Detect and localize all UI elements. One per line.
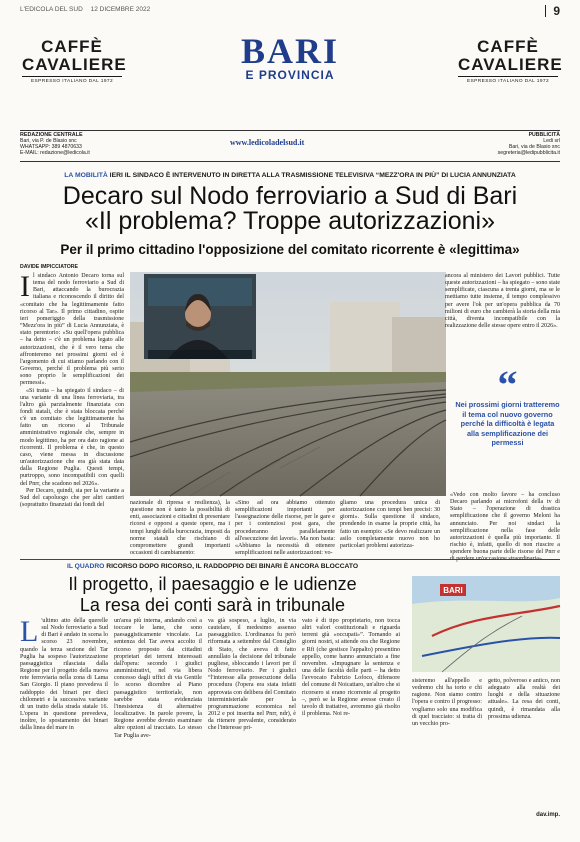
article1-kicker: LA MOBILITÀ IERI IL SINDACO È INTERVENUTO IN DIRETTA ALLA TRASMISSIONE TELEVISIVA “MEZZ'ORA IN PIÙ” DI LUCIA ANNUNZIATA [64,172,516,179]
redazione-info: REDAZIONE CENTRALE Bari, via P. de Blasio snc WHATSAPP: 389 4870633 E-MAIL: redazione@ledicola.it [20,132,90,156]
issue-date: 12 DICEMBRE 2022 [90,6,151,13]
article2-signature: dav.imp. [536,812,560,818]
map-city-label: BARI [443,586,463,595]
article1-column-4: gliamo una procedura unica di autorizzazione con tempi ben precisi: 30 giorni». Sulla questione il sindaco, prendendo in esame la proprie città, ha fatto un esempio: «Se devo realizzare un asilo completamente nuovo non ho particolari problemi autorizza- [340,500,440,549]
article1-title: Decaro sul Nodo ferroviario a Sud di Bari «Il problema? Troppe autorizzazioni» [62,182,518,235]
website-link[interactable]: www.ledicoladelsud.it [230,138,305,147]
article1-column-2: nazionale di ripresa e resilienza), la questione non è tanto la possibilità di enti, associazioni e cittadini di presentare ricorsi e opporsi a queste opere, ma i tempi lunghi della burocrazia, imposti da norme statali che rischiano di compromettere grandi importanti occasioni di cambiamento: [130,500,230,557]
divider [545,5,546,17]
contact-bar [20,130,560,162]
section-divider [20,559,560,560]
drop-cap: I [20,270,30,303]
railway-photo [130,272,446,496]
article2-column-2: un'area più interna, andando così a toccare le lame, che sono paesaggisticamente vincolate. La sentenza del Tar aveva accolto il ricorso proposto dai cittadini proprietari dei terreni interessati dall'opera: secondo i giudici amministrativi, nel via libera concesso dagli uffici di via Gentile lo scorso dicembre al Piano paesaggistico territoriale, non sarebbe stata evidenziata l'inesistenza di alternative localizzative. In parole povere, la Regione avrebbe dovuto esaminare altre opzioni al tracciato. Lo stesso Tar Puglia ave- [114,618,202,739]
article1-column-1: I l sindaco Antonio Decaro torna sul tema del nodo ferroviario a Sud di Bari, attaccando la burocrazia italiana e riconoscendo il diritto del «comitato che ha legittimamente fatto ricorso al Tar». Il primo cittadino, ospite ieri pomeriggio della trasmissione “Mezz'ora in più” di Lucia Annunziata, è stato perentorio: «Su quell'opera pubblica – ha detto – c'è un problema legato alle autorizzazioni, che è il vero tema che affronteremo nei prossimi giorni ed è l'argomento di cui stiamo parlando con il Governo, perché il problema più serio sono proprio le semplificazioni dei permessi». «Si tratta – ha spiegato il sindaco – di una variante di una linea ferroviaria, tra l'altro già parzialmente finanziata con fondi statali, che è stata bloccata perché c'è un comitato che legittimamente ha fatto un ricorso al Tribunale amministrativo regionale che, sempre in modo legittimo, ha per ora dato ragione ai ricorrenti. Il problema è che, in questo caso, viene messa in discussione un'autorizzazione che era già stata data dalla Regione Puglia. Questi tempi, purtroppo, sono incompatibili con quelli del Pnrr, che scadono nel 2026». Per Decaro, quindi, sia per la variante a Sud del capoluogo che per altri cantieri (soprattutto finanziati dai fondi del [20,270,124,508]
page-top-strip [20,6,560,20]
page-number: 9 [553,4,560,18]
section-province: E PROVINCIA [245,68,335,82]
drop-cap-2: L [20,615,39,648]
article2-column-6: getto, polveroso e antico, non adeguato alla realtà dei luoghi e della situazione attuale». La resa dei conti, quindi, è rimandata alla prossima udienza. [488,678,560,720]
advert-logo-left: CAFFÈ CAVALIERE ESPRESSO ITALIANO DAL 1972 [22,37,127,84]
article2-column-5: sisteremo all'appello e vedremo chi ha torto e chi ragione. Non siamo contro l'opera e contro il progresso: vogliamo solo una modifica di quel tracciato: si tratta di un vecchio pro- [412,678,482,727]
newspaper-name: L'EDICOLA DEL SUD [20,6,83,13]
article2-column-3: va già sospeso, a luglio, in via cautelare, il medesimo assenso paesaggistico. L'ordinanza fu però riformata a settembre dal Consiglio di Stato, che aveva di fatto annullato la decisione del tribunale pugliese, sbloccando i lavori per il Nodo ferroviario. Per i giudici “l'interesse alla prosecuzione della procedura (l'opera era stata infatti approvata con delibera del Comitato interministeriale per la programmazione economica nel 2012 e poi inserita nel Pnrr, ndr), è da ritenere prevalente, considerato che l'interesse pri- [208,618,296,732]
article2-column-4: vato è di tipo proprietario, non tocca altri valori costituzionali e riguarda terreni già «occupati»”. Tornando ai giorni nostri, si attende ora che Regione e Rfi (che gestisce l'appalto) presentino appello, come hanno annunciato a fine novembre. «Impugnare la sentenza e una delle facoltà delle parti – ha detto l'avvocato Fabrizio Lofoco, difensore del comune di Noicattaro, un'altro che si ricorsero si erano ricorrente al progetto –, però se la Regione avesse creato il tavolo di trattative, avremmo già risolto il problema. Noi re- [302,618,400,718]
pubblicita-info: PUBBLICITÀ Ledi srl Bari, via de Blasio snc segreteria@ledipubblicita.it [497,132,560,156]
pull-quote: “ Nei prossimi giorni tratteremo il tema col nuovo governo perché la difficoltà è legata alla semplificazione dei permessi [455,362,560,447]
article1-column-6-bottom: «Vedo con molto favore – ha concluso Decaro parlando ai microfoni della tv di Stato – l'operazione di drastica semplificazione che il governo Meloni ha annunciato. Per noi sindaci la semplificazione nella fase delle autorizzazioni è quella più importante. Il rischio è, infatti, quello di non riuscire a spendere buona parte delle risorse del Pnrr e [450,492,560,556]
article2-column-1: L 'ultimo atto della querelle sul Nodo ferroviario a Sud di Bari è andato in scena lo scorso 23 novembre, quando la terza sezione del Tar Puglia ha sospeso l'autorizzazione paesaggistica rilasciata dalla Regione per il progetto della nuova rete ferroviaria nella zona di Lama San Giorgio. Il piano prevedeva il raddoppio dei binari per dieci chilometri e la successiva variante di un tratto della strada statale 16. L'opera in questione prevedeva, inoltre, lo spostamento dei binari dalla linea del mare in [20,615,108,732]
quote-mark-icon: “ [497,362,518,407]
article1-column-3: «Sino ad ora abbiamo ottenuto semplificazioni importanti per l'assegnazione delle risorse, per le gare e per i contenziosi post gara, che procederanno parallelamente all'esecuzione dei lavori». Ma non basta: «Abbiamo la necessità di ottenere semplificazioni nelle autorizzazioni: vo- [235,500,335,557]
article2-kicker: IL QUADRO RICORSO DOPO RICORSO, IL RADDOPPIO DEI BINARI È ANCORA BLOCCATO [66,563,359,570]
section-city: BARI [240,31,340,71]
article2-title: Il progetto, il paesaggio e le udienze La resa dei conti sarà in tribunale [68,574,357,615]
article1-column-6-top: ancora al ministero dei Lavori pubblici. Tutte queste autorizzazioni – ha spiegato – sono state semplificate, ciascuna a trenta giorni, ma se le mettiamo tutte insieme, il tempo complessivo per avere l'ok per un'opera pubblica da 70 milioni di euro che cambierà la storia della mia città, diventa incompatibile con la realizzazione delle stesse opere entro il 2026». [445,273,560,330]
section-masthead [150,31,430,82]
route-map [412,576,560,672]
article1-subtitle: Per il primo cittadino l'opposizione del comitato ricorrente è «legittima» [60,242,520,257]
advert-logo-right: CAFFÈ CAVALIERE ESPRESSO ITALIANO DAL 1972 [458,37,563,84]
article1-byline: DAVIDE IMPICCIATORE [20,264,78,270]
